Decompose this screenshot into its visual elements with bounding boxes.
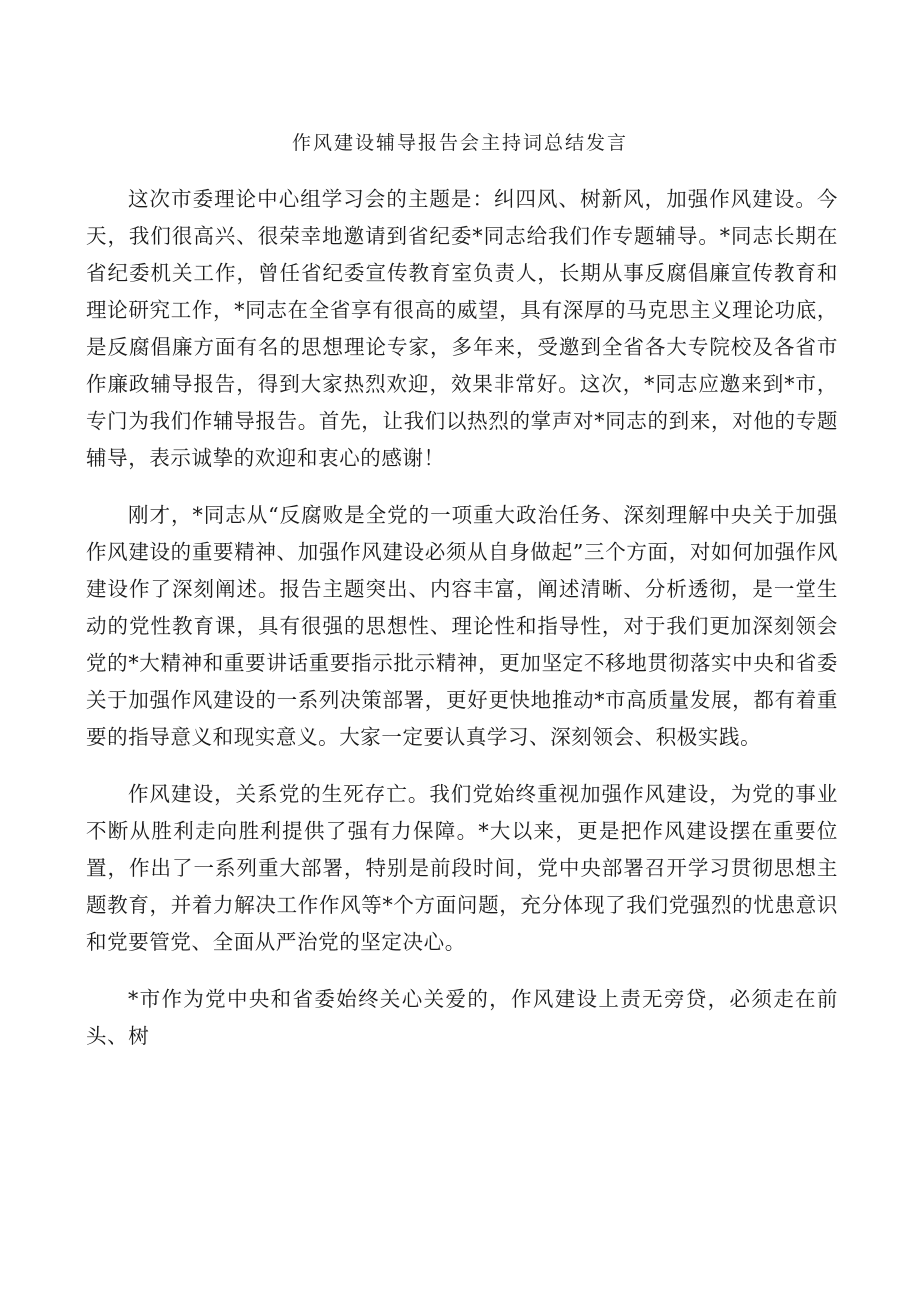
paragraph-3: 作风建设，关系党的生死存亡。我们党始终重视加强作风建设，为党的事业不断从胜利走向胜利提供了强有力保障。*大以来，更是把作风建设摆在重要位置，作出了一系列重大部署，特别是前段时间，党中央部署召开学习贯彻思想主题教育，并着力解决工作作风等*个方面问题，充分体现了我们党强烈的忧患意识和党要管党、全面从严治党的坚定决心。 bbox=[86, 782, 838, 954]
paragraph-2: 刚才，*同志从“反腐败是全党的一项重大政治任务、深刻理解中央关于加强作风建设的重要精神、加强作风建设必须从自身做起”三个方面，对如何加强作风建设作了深刻阐述。报告主题突出、内容丰富，阐述清晰、分析透彻，是一堂生动的党性教育课，具有很强的思想性、理论性和指导性，对于我们更加深刻领会党的*大精神和重要讲话重要指示批示精神，更加坚定不移地贯彻落实中央和省委关于加强作风建设的一系列决策部署，更好更快地推动*市高质量发展，都有着重要的指导意义和现实意义。大家一定要认真学习、深刻领会、积极实践。 bbox=[86, 503, 838, 749]
paragraph-1: 这次市委理论中心组学习会的主题是：纠四风、树新风，加强作风建设。今天，我们很高兴、很荣幸地邀请到省纪委*同志给我们作专题辅导。*同志长期在省纪委机关工作，曾任省纪委宣传教育室负责人，长期从事反腐倡廉宣传教育和理论研究工作，*同志在全省享有很高的威望，具有深厚的马克思主义理论功底，是反腐倡廉方面有名的思想理论专家，多年来，受邀到全省各大专院校及各省市作廉政辅导报告，得到大家热烈欢迎，效果非常好。这次，*同志应邀来到*市，专门为我们作辅导报告。首先，让我们以热烈的掌声对*同志的到来，对他的专题辅导，表示诚挚的欢迎和衷心的感谢！ bbox=[86, 187, 838, 470]
paragraph-4: *市作为党中央和省委始终关心关爱的，作风建设上责无旁贷，必须走在前头、树 bbox=[86, 987, 838, 1048]
document-title: 作风建设辅导报告会主持词总结发言 bbox=[291, 132, 628, 154]
document-body bbox=[86, 181, 838, 1075]
